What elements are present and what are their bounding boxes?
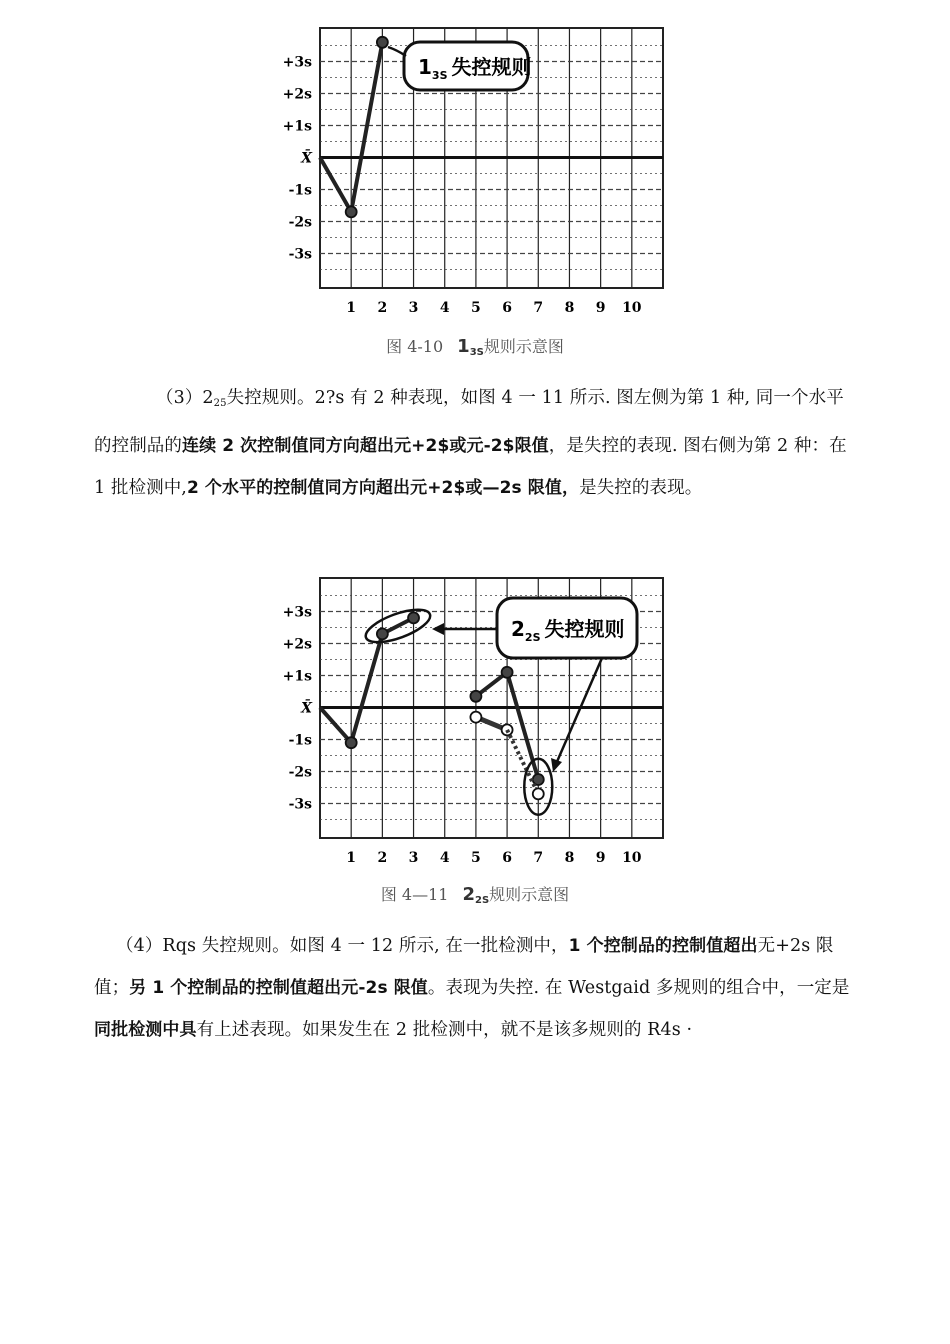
x-tick-label: 5: [471, 300, 481, 316]
x-tick-label: 7: [533, 850, 544, 866]
x-tick-label: 2: [377, 850, 388, 866]
callout-label: $2_{2S}$ 失控规则: [511, 617, 625, 644]
p3-b: 失控规则。2?s 有 2 种表现，如图 4 一 11 所示. 图左侧为第 1 种, 同一个水平的控制品的: [94, 388, 844, 456]
p4-f: 同批检测中具: [94, 1020, 197, 1040]
data-point: [346, 206, 357, 217]
chart-2-2s: [0, 570, 950, 870]
p3-f: 是失控的表现。: [579, 478, 703, 498]
x-tick-label: 8: [564, 300, 575, 316]
data-point: [470, 712, 481, 723]
data-point: [502, 667, 513, 678]
y-tick-label: -2s: [288, 764, 312, 781]
x-tick-label: 1: [346, 850, 357, 866]
figure-4-11-caption: [0, 882, 950, 906]
chart-1-3s: [0, 20, 950, 320]
figure-4-11: [0, 570, 950, 870]
p4-g: 有上述表现。如果发生在 2 批检测中，就不是该多规则的 R4s ·: [196, 1020, 693, 1040]
p4-b: 1 个控制品的控制值超出: [568, 936, 758, 956]
p3-c: 连续 2 次控制值同方向超出元+2$或元-2$限值: [182, 436, 549, 456]
x-tick-label: 1: [346, 300, 357, 316]
data-point: [408, 612, 419, 623]
x-tick-label: 5: [471, 850, 481, 866]
y-tick-label: +2s: [282, 636, 312, 653]
p3-e: 2 个水平的控制值同方向超出元+2$或—2s 限值，: [186, 478, 580, 498]
x-tick-label: 9: [595, 300, 606, 316]
caption-number: 图 4—11: [380, 885, 449, 904]
y-tick-label: +1s: [282, 668, 312, 685]
y-tick-label: +3s: [282, 604, 312, 621]
p4-c: 无+2s 限值；: [94, 936, 834, 998]
data-point: [346, 737, 357, 748]
x-tick-label: 4: [439, 300, 450, 316]
x-tick-label: 10: [622, 850, 642, 866]
y-tick-label: +3s: [282, 54, 312, 71]
p3-a-sub: 25: [213, 398, 227, 409]
caption-rest: 规则示意图: [489, 885, 570, 904]
x-tick-label: 3: [408, 850, 419, 866]
callout-label: $1_{3S}$ 失控规则: [418, 55, 532, 82]
y-tick-label: -1s: [288, 182, 312, 199]
x-tick-label: 4: [439, 850, 450, 866]
y-tick-label: X̄: [301, 700, 312, 717]
p3-a: （3）2: [156, 388, 214, 408]
p3-d: ，是失控的表现. 图右侧为第 2 种：在 1 批检测中,: [94, 436, 847, 498]
figure-4-10: [0, 20, 950, 320]
x-tick-label: 6: [502, 850, 512, 866]
figure-4-10-caption: [0, 334, 950, 358]
caption-number: 图 4-10: [386, 337, 444, 356]
x-tick-label: 8: [564, 850, 575, 866]
data-point: [533, 788, 544, 799]
data-point: [377, 628, 388, 639]
x-tick-label: 10: [622, 300, 642, 316]
y-tick-label: -2s: [288, 214, 312, 231]
x-tick-label: 2: [377, 300, 388, 316]
y-tick-label: -1s: [288, 732, 312, 749]
paragraph-3: [94, 377, 854, 509]
x-tick-label: 3: [408, 300, 419, 316]
y-tick-label: X̄: [301, 150, 312, 167]
data-point: [377, 37, 388, 48]
caption-rule-main: 2: [462, 884, 475, 905]
p4-e: 。表现为失控. 在 Westgaid 多规则的组合中，一定是: [427, 978, 850, 998]
caption-rule: [462, 884, 489, 905]
caption-rest: 规则示意图: [483, 337, 564, 356]
paragraph-4: [94, 925, 854, 1051]
caption-rule: [457, 336, 484, 357]
p4-a: （4）Rqs 失控规则。如图 4 一 12 所示, 在一批检测中，: [116, 936, 569, 956]
x-tick-label: 9: [595, 850, 606, 866]
y-tick-label: +1s: [282, 118, 312, 135]
x-tick-label: 6: [502, 300, 512, 316]
p4-d: 另 1 个控制品的控制值超出元-2s 限值: [129, 978, 428, 998]
y-tick-label: -3s: [288, 246, 312, 263]
caption-rule-sub: 2S: [474, 895, 490, 906]
x-tick-label: 7: [533, 300, 544, 316]
data-point: [470, 691, 481, 702]
caption-rule-main: 1: [457, 336, 470, 357]
caption-rule-sub: 3S: [469, 347, 484, 358]
y-tick-label: -3s: [288, 796, 312, 813]
y-tick-label: +2s: [282, 86, 312, 103]
